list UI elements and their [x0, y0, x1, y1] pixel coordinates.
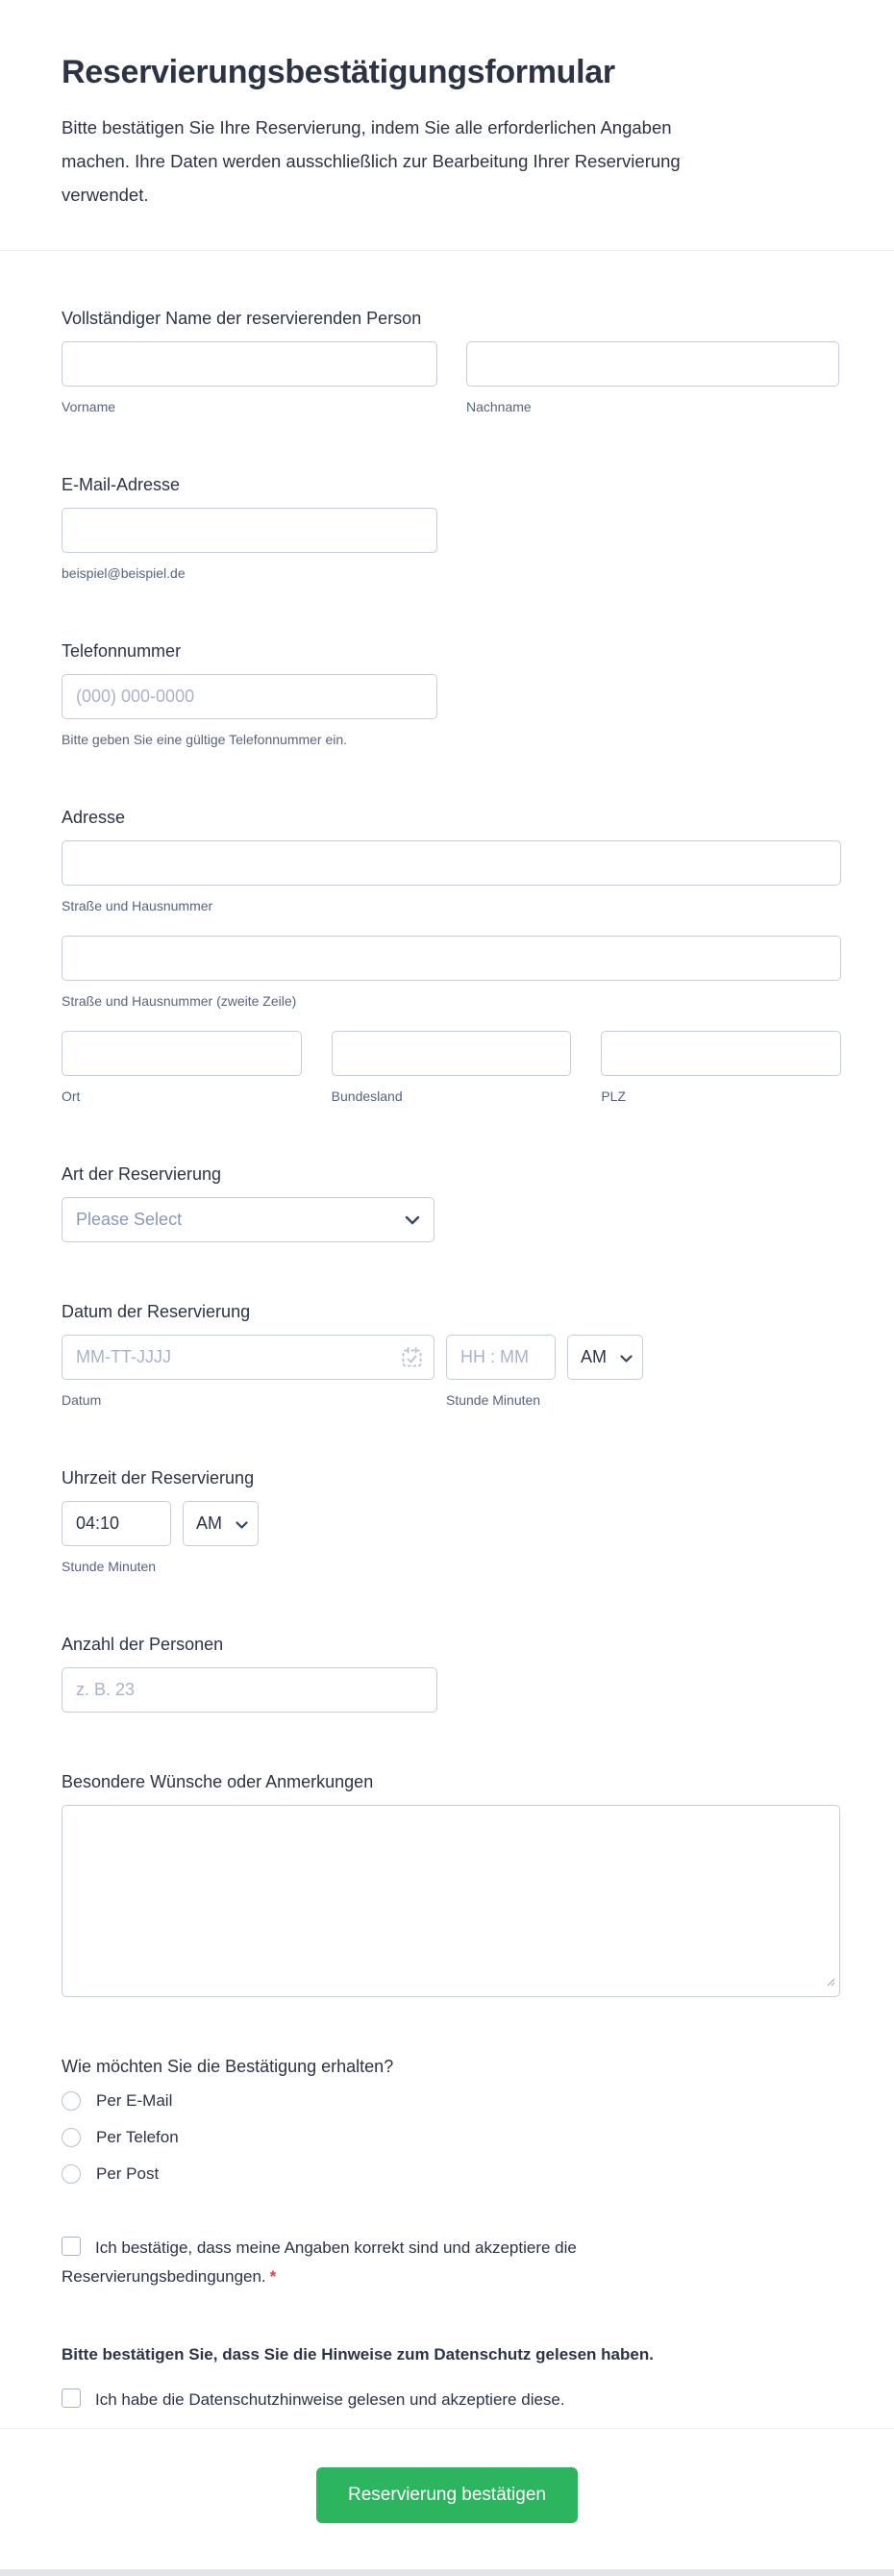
form-description-line: verwendet. — [62, 185, 149, 205]
radio-option-label: Per Post — [96, 2164, 160, 2183]
privacy-heading: Bitte bestätigen Sie, dass Sie die Hinweise zum Datenschutz gelesen haben. — [62, 2345, 654, 2363]
radio-option-label: Per Telefon — [96, 2128, 179, 2146]
phone-input[interactable] — [62, 674, 437, 719]
terms-checkbox[interactable] — [62, 2237, 81, 2256]
terms-label-line1: Ich bestätige, dass meine Angaben korrekt sind und akzeptiere die — [95, 2238, 577, 2257]
zip-sublabel: PLZ — [601, 1088, 627, 1104]
date-time-input[interactable] — [446, 1335, 556, 1380]
terms-label-line2: Reservierungsbedingungen. — [62, 2267, 266, 2286]
field-address — [62, 806, 841, 1105]
phone-label: Telefonnummer — [62, 641, 182, 661]
required-marker: * — [269, 2267, 277, 2286]
date-time-sublabel: Stunde Minuten — [446, 1392, 541, 1408]
date-sublabel: Datum — [62, 1392, 102, 1408]
field-terms — [62, 2234, 841, 2291]
radio-option-label: Per E-Mail — [96, 2091, 173, 2110]
date-input[interactable] — [62, 1335, 435, 1380]
field-full-name — [62, 307, 841, 415]
radio-option-per-telefon[interactable] — [62, 2128, 841, 2147]
page-title: Reservierungsbestätigungsformular — [62, 54, 615, 90]
street-line1-sublabel: Straße und Hausnummer — [62, 898, 213, 913]
chevron-down-icon — [620, 1347, 633, 1367]
email-label: E-Mail-Adresse — [62, 475, 181, 494]
radio-icon[interactable] — [62, 2164, 81, 2184]
time-meridiem-value: AM — [196, 1513, 222, 1533]
first-name-sublabel: Vorname — [62, 399, 116, 414]
bottom-strip — [0, 2569, 894, 2576]
confirmation-method-label: Wie möchten Sie die Bestätigung erhalten? — [62, 2057, 394, 2076]
form-body — [0, 251, 894, 2414]
email-input[interactable] — [62, 508, 437, 553]
form-description — [62, 111, 840, 212]
field-notes — [62, 1770, 841, 1997]
last-name-sublabel: Nachname — [466, 399, 532, 414]
form-description-line: machen. Ihre Daten werden ausschließlich zur Bearbeitung Ihrer Reservierung — [62, 151, 681, 171]
field-reservation-type — [62, 1163, 841, 1242]
form-description-line: Bitte bestätigen Sie Ihre Reservierung, indem Sie alle erforderlichen Angaben — [62, 117, 672, 138]
city-sublabel: Ort — [62, 1088, 81, 1104]
privacy-checkbox[interactable] — [62, 2388, 81, 2408]
chevron-down-icon — [405, 1210, 420, 1230]
form-footer — [0, 2429, 894, 2523]
date-meridiem-value: AM — [581, 1347, 607, 1366]
reservation-type-select[interactable] — [62, 1197, 435, 1242]
form-header — [0, 0, 894, 212]
radio-icon[interactable] — [62, 2128, 81, 2147]
reservation-date-label: Datum der Reservierung — [62, 1302, 251, 1321]
field-confirmation-method — [62, 2055, 841, 2184]
reservation-type-selected-value: Please Select — [76, 1210, 183, 1229]
last-name-input[interactable] — [466, 341, 839, 387]
submit-button[interactable]: Reservierung bestätigen — [316, 2467, 578, 2523]
party-size-label: Anzahl der Personen — [62, 1635, 224, 1654]
resize-grip-icon[interactable] — [826, 1974, 835, 1991]
field-reservation-time — [62, 1466, 841, 1575]
time-input[interactable] — [62, 1501, 171, 1546]
full-name-label: Vollständiger Name der reservierenden Person — [62, 309, 422, 328]
field-privacy — [62, 2343, 841, 2414]
street-line2-sublabel: Straße und Hausnummer (zweite Zeile) — [62, 993, 297, 1009]
street-line2-input[interactable] — [62, 936, 841, 981]
city-input[interactable] — [62, 1031, 302, 1076]
field-party-size — [62, 1633, 841, 1713]
chevron-down-icon — [236, 1513, 248, 1534]
notes-textarea[interactable] — [62, 1805, 840, 1997]
party-size-input[interactable] — [62, 1667, 437, 1713]
field-phone — [62, 639, 841, 748]
zip-input[interactable] — [601, 1031, 841, 1076]
radio-option-per-post[interactable] — [62, 2164, 841, 2184]
time-meridiem-select[interactable] — [183, 1501, 259, 1546]
reservation-time-label: Uhrzeit der Reservierung — [62, 1468, 255, 1488]
reservation-type-label: Art der Reservierung — [62, 1164, 222, 1184]
privacy-label: Ich habe die Datenschutzhinweise gelesen und akzeptiere diese. — [95, 2390, 565, 2409]
state-input[interactable] — [332, 1031, 572, 1076]
notes-label: Besondere Wünsche oder Anmerkungen — [62, 1772, 374, 1791]
field-email — [62, 473, 841, 582]
state-sublabel: Bundesland — [331, 1088, 403, 1104]
field-reservation-date — [62, 1300, 841, 1409]
calendar-icon[interactable] — [401, 1346, 423, 1373]
email-sublabel: beispiel@beispiel.de — [62, 565, 186, 581]
radio-option-per-email[interactable] — [62, 2091, 841, 2111]
first-name-input[interactable] — [62, 341, 437, 387]
street-line1-input[interactable] — [62, 840, 841, 886]
phone-sublabel: Bitte geben Sie eine gültige Telefonnummer ein. — [62, 732, 348, 747]
time-sublabel: Stunde Minuten — [62, 1559, 157, 1574]
date-meridiem-select[interactable] — [567, 1335, 643, 1380]
radio-icon[interactable] — [62, 2091, 81, 2111]
address-label: Adresse — [62, 808, 126, 827]
